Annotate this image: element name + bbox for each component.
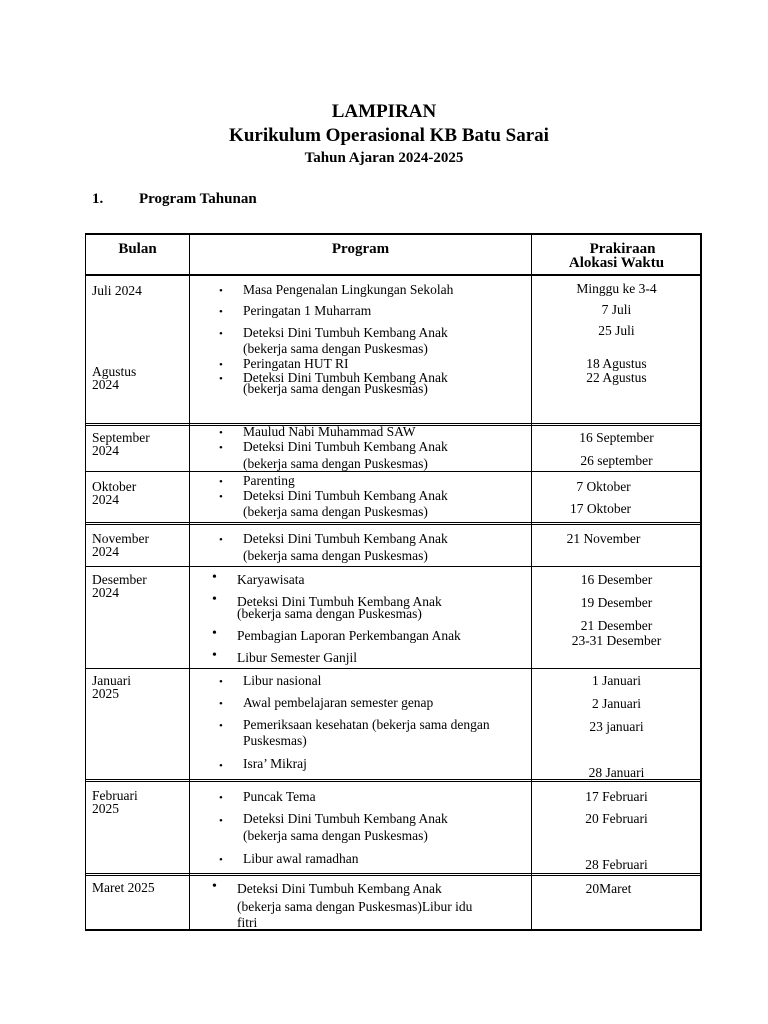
bullet-icon: • [219, 491, 223, 503]
program-item: (bekerja sama dengan Puskesmas) [243, 341, 428, 356]
program-item: Libur nasional [243, 673, 322, 688]
program-item: Deteksi Dini Tumbuh Kembang Anak [243, 370, 448, 385]
bullet-icon: • [219, 815, 223, 827]
time-cell: 28 Februari [585, 857, 648, 872]
section-number: 1. [92, 191, 104, 207]
academic-year: Tahun Ajaran 2024-2025 [304, 150, 464, 166]
bullet-icon: • [212, 570, 217, 585]
program-item: Deteksi Dini Tumbuh Kembang Anak [237, 881, 442, 896]
program-item: Peringatan 1 Muharram [243, 303, 372, 318]
time-cell: 1 Januari [591, 673, 642, 688]
header-divider [85, 274, 702, 276]
row-divider [85, 566, 702, 567]
row-divider [85, 524, 702, 525]
month-cell: Desember 2024 [92, 572, 147, 600]
program-item: Pemeriksaan kesehatan (bekerja sama dengan [243, 717, 490, 732]
month-cell: Januari 2025 [92, 673, 131, 701]
bullet-icon: • [219, 285, 223, 297]
row-divider [85, 522, 702, 523]
time-cell: 7 Juli [601, 302, 632, 317]
month-cell: November 2024 [92, 531, 149, 559]
bullet-icon: • [219, 359, 223, 371]
time-cell: 25 Juli [598, 323, 635, 338]
header-program: Program [331, 241, 390, 257]
bullet-icon: • [219, 760, 223, 772]
time-cell: 20Maret [585, 881, 632, 896]
month-cell: September 2024 [92, 430, 150, 458]
time-cell: 21 Desember [580, 618, 653, 633]
time-cell: 20 Februari [585, 811, 648, 826]
column-divider-1 [189, 233, 190, 931]
header-time-1: Prakiraan [589, 241, 656, 257]
program-item: Puskesmas) [243, 733, 307, 748]
program-item: Deteksi Dini Tumbuh Kembang Anak [243, 531, 448, 546]
bullet-icon: • [219, 720, 223, 732]
bullet-icon: • [219, 476, 223, 488]
bullet-icon: • [219, 427, 223, 439]
program-item: Isra’ Mikraj [243, 756, 307, 771]
program-item: (bekerja sama dengan Puskesmas) [243, 504, 428, 519]
program-item: Libur awal ramadhan [243, 851, 359, 866]
time-cell: 21 November [566, 531, 641, 546]
time-cell: 19 Desember [580, 595, 653, 610]
program-item: Pembagian Laporan Perkembangan Anak [237, 628, 461, 643]
program-item: Karyawisata [237, 572, 305, 587]
bullet-icon: • [219, 698, 223, 710]
program-item: (bekerja sama dengan Puskesmas)Libur idu [237, 899, 473, 914]
header-time-2: Alokasi Waktu [568, 255, 665, 271]
row-divider [85, 471, 702, 472]
time-cell: 7 Oktober [576, 479, 631, 494]
bullet-icon: • [219, 306, 223, 318]
program-item: Libur Semester Ganjil [237, 650, 357, 665]
time-cell: 22 Agustus [586, 370, 647, 385]
month-cell: Juli 2024 [92, 283, 142, 298]
program-item: Deteksi Dini Tumbuh Kembang Anak [237, 594, 442, 609]
time-cell: 23 januari [589, 719, 644, 734]
table-border-bottom [85, 929, 702, 931]
program-item: (bekerja sama dengan Puskesmas) [237, 606, 422, 621]
time-cell: Minggu ke 3-4 [576, 281, 657, 296]
program-item: (bekerja sama dengan Puskesmas) [243, 456, 428, 471]
row-divider [85, 668, 702, 669]
month-cell: Februari 2025 [92, 788, 138, 816]
document-subtitle: Kurikulum Operasional KB Batu Sarai [229, 125, 549, 146]
row-divider [85, 781, 702, 782]
program-item: Deteksi Dini Tumbuh Kembang Anak [243, 811, 448, 826]
table-border-left [85, 233, 86, 931]
time-cell: 17 Februari [585, 789, 648, 804]
bullet-icon: • [212, 879, 217, 894]
bullet-icon: • [212, 626, 217, 641]
bullet-icon: • [219, 854, 223, 866]
time-cell: 23-31 Desember [571, 633, 662, 648]
time-cell: 17 Oktober [569, 501, 632, 516]
program-item: Deteksi Dini Tumbuh Kembang Anak [243, 439, 448, 454]
time-cell: 18 Agustus [586, 356, 647, 371]
time-cell: 2 Januari [591, 696, 642, 711]
document-title: LAMPIRAN [331, 101, 437, 122]
month-cell: Agustus 2024 [92, 364, 137, 392]
program-item: fitri [237, 915, 258, 930]
program-item: Puncak Tema [243, 789, 316, 804]
program-item: Awal pembelajaran semester genap [243, 695, 434, 710]
program-item: (bekerja sama dengan Puskesmas) [243, 548, 428, 563]
bullet-icon: • [219, 792, 223, 804]
program-item: Maulud Nabi Muhammad SAW [243, 424, 416, 439]
row-divider [85, 873, 702, 874]
table-border-top [85, 233, 702, 235]
table-border-right [700, 233, 702, 931]
section-title: Program Tahunan [139, 191, 257, 207]
bullet-icon: • [219, 373, 223, 385]
bullet-icon: • [219, 534, 223, 546]
time-cell: 16 Desember [580, 572, 653, 587]
program-item: Masa Pengenalan Lingkungan Sekolah [243, 282, 454, 297]
header-month: Bulan [118, 241, 157, 257]
bullet-icon: • [219, 442, 223, 454]
time-cell: 28 Januari [588, 765, 645, 780]
column-divider-2 [531, 233, 532, 931]
month-cell: Maret 2025 [92, 880, 155, 895]
program-item: (bekerja sama dengan Puskesmas) [243, 381, 428, 396]
bullet-icon: • [212, 648, 217, 663]
program-item: Deteksi Dini Tumbuh Kembang Anak [243, 488, 448, 503]
program-item: Parenting [243, 473, 295, 488]
month-cell: Oktober 2024 [92, 479, 137, 507]
time-cell: 16 September [579, 430, 654, 445]
time-cell: 26 september [580, 453, 653, 468]
bullet-icon: • [219, 328, 223, 340]
bullet-icon: • [219, 676, 223, 688]
row-divider [85, 875, 702, 876]
program-item: Deteksi Dini Tumbuh Kembang Anak [243, 325, 448, 340]
program-item: (bekerja sama dengan Puskesmas) [243, 828, 428, 843]
bullet-icon: • [212, 592, 217, 607]
program-item: Peringatan HUT RI [243, 356, 349, 371]
